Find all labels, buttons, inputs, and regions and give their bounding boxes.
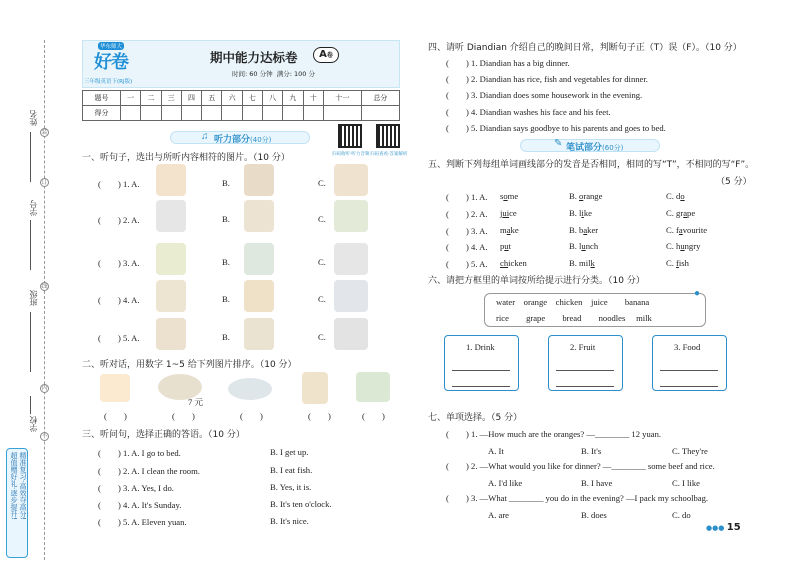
word-part: ke: [510, 225, 519, 235]
word-part: icken: [508, 258, 527, 268]
picture-option-icon[interactable]: [244, 318, 274, 350]
score-cell[interactable]: [242, 106, 262, 121]
word-box-row1: water orange chicken juice banana: [496, 297, 650, 307]
q5-option-b[interactable]: [569, 191, 602, 201]
q5-option-b[interactable]: [569, 225, 598, 235]
q3-option-b[interactable]: B. It's ten o'clock.: [270, 499, 332, 509]
time-info: 时间: 60 分钟: [232, 70, 273, 78]
word-option: [569, 208, 592, 218]
q5-option-c[interactable]: [666, 258, 689, 268]
q5-option-a[interactable]: [500, 258, 527, 268]
picture-option-icon[interactable]: [156, 280, 186, 312]
student-id-label: 学号: [29, 200, 38, 216]
name-label: 姓名: [29, 110, 38, 126]
writing-points: (60分): [602, 144, 624, 152]
word-option: [666, 241, 700, 251]
page-number-value: 15: [726, 522, 741, 533]
q5-item-number: ( ) 2. A.: [446, 209, 488, 219]
category-answer-line[interactable]: [556, 370, 614, 371]
score-cell[interactable]: [121, 106, 141, 121]
q5-option-c[interactable]: [666, 225, 707, 235]
score-cell[interactable]: [161, 106, 181, 121]
q6-heading: 六、请把方框里的单词按所给提示进行分类。（10 分）: [428, 276, 645, 286]
word-part: B. l: [569, 208, 582, 218]
q2-answer-blank[interactable]: ( ): [308, 411, 331, 421]
score-cell[interactable]: [303, 106, 323, 121]
word-option: [666, 191, 685, 201]
score-table: [82, 90, 400, 121]
q1-option-c: C.: [318, 214, 326, 224]
q5-option-b[interactable]: [569, 241, 598, 251]
word-part: B. l: [569, 241, 582, 251]
category-answer-line[interactable]: [452, 386, 510, 387]
word-underlined-part: f: [676, 258, 679, 268]
word-part: B. mil: [569, 258, 591, 268]
word-option: [569, 258, 595, 268]
score-table-header-cell: 十一: [323, 91, 361, 106]
word-part: C. gr: [666, 208, 684, 218]
word-part: B. b: [569, 225, 584, 235]
word-part: C.: [666, 258, 677, 268]
score-table-header-cell: 一: [121, 91, 141, 106]
logo-small-text: 华东师大: [100, 44, 123, 50]
badge-letter: A: [319, 49, 327, 60]
q1-option-c: C.: [318, 332, 326, 342]
score-table-header-cell: 七: [242, 91, 262, 106]
writing-banner-title: 笔试部分: [566, 143, 603, 153]
category-answer-line[interactable]: [556, 386, 614, 387]
score-cell[interactable]: [141, 106, 161, 121]
word-underlined-part: ch: [500, 258, 509, 268]
picture-option-icon[interactable]: [334, 164, 368, 196]
picture-option-icon[interactable]: [156, 243, 186, 275]
grade-label: 三年级英语下(RJ版): [84, 79, 133, 85]
picture-option-icon[interactable]: [244, 200, 274, 232]
picture-sandwich-icon: [100, 374, 130, 402]
word-option: [569, 191, 602, 201]
word-underlined-part: a: [678, 225, 683, 235]
qr-caption: 扫码查看·答案解析: [370, 152, 408, 157]
score-cell[interactable]: [323, 106, 361, 121]
q5-option-a[interactable]: [500, 225, 519, 235]
word-part: ish: [678, 258, 689, 268]
score-table-header-cell: 九: [283, 91, 303, 106]
page-title: 期中能力达标卷: [210, 50, 298, 65]
picture-boy-eating-icon: [302, 372, 328, 404]
q5-item-number: ( ) 3. A.: [446, 226, 488, 236]
q3-option-b[interactable]: B. Yes, it is.: [270, 482, 312, 492]
brand-logo: [86, 42, 140, 78]
logo-big-text: 好卷: [94, 52, 128, 73]
q3-heading: 三、听问句，选择正确的答语。（10 分）: [82, 430, 245, 440]
q7-option-b[interactable]: B. I have: [581, 478, 613, 488]
word-part: ce: [509, 208, 517, 218]
q3-option-b[interactable]: B. It's nice.: [270, 516, 309, 526]
score-table-header-cell: 八: [263, 91, 283, 106]
score-cell[interactable]: [361, 106, 399, 121]
exam-info: [232, 69, 315, 78]
q7-question-stem: ( ) 3. —What ________ you do in the evening? —I pack my schoolbag.: [446, 493, 709, 503]
q7-question-stem: ( ) 2. —What would you like for dinner? —________ some beef and rice.: [446, 461, 715, 471]
word-part: C. f: [666, 225, 679, 235]
planet-icon: ●: [694, 288, 701, 299]
writing-banner-label: [566, 140, 623, 153]
word-underlined-part: u: [680, 241, 685, 251]
slogan-text: 超值赠好礼·逐步提升!: [10, 452, 18, 521]
q7-heading: 七、单项选择。（5 分）: [428, 413, 523, 423]
word-option: [666, 208, 695, 218]
q5-heading: 五、判断下列每组单词画线部分的发音是否相同，相同的写“T”，不相同的写“F”。: [428, 160, 755, 170]
q1-item-number: ( ) 5. A.: [98, 333, 140, 343]
word-part: m: [500, 225, 507, 235]
word-option: [666, 258, 689, 268]
word-part: me: [507, 191, 519, 201]
q4-statement[interactable]: ( ) 5. Diandian says goodbye to his parents and goes to bed.: [446, 123, 666, 133]
word-part: pe: [687, 208, 696, 218]
word-option: [500, 258, 527, 268]
q3-option-a[interactable]: ( ) 3. A. Yes, I do.: [98, 483, 174, 493]
qr-caption: 扫码收听·听力音频: [332, 152, 370, 157]
q4-statement[interactable]: ( ) 4. Diandian washes his face and his feet.: [446, 107, 611, 117]
word-underlined-part: o: [680, 191, 685, 201]
q5-item-number: ( ) 1. A.: [446, 192, 488, 202]
q1-item-number: ( ) 3. A.: [98, 258, 140, 268]
word-underlined-part: u: [504, 241, 509, 251]
word-underlined-part: a: [506, 225, 511, 235]
qr-code-listening[interactable]: [338, 124, 362, 148]
picture-option-icon[interactable]: [156, 164, 186, 196]
score-table-header-row: [83, 91, 400, 106]
q7-option-a[interactable]: A. It: [488, 446, 504, 456]
q5-points: （5 分）: [716, 177, 752, 187]
badge-suffix: 卷: [326, 52, 333, 59]
word-part: s: [500, 191, 504, 201]
q5-item-number: ( ) 5. A.: [446, 259, 488, 269]
q1-heading: 一、听句子，选出与所听内容相符的图片。（10 分）: [82, 153, 290, 163]
q2-answer-blank[interactable]: ( ): [172, 411, 195, 421]
q4-heading: 四、请听 Diandian 介绍自己的晚间日常，判断句子正（T）误（F）。（10 分）: [428, 43, 742, 53]
score-cell[interactable]: [202, 106, 222, 121]
q3-option-a[interactable]: ( ) 2. A. I clean the room.: [98, 466, 200, 476]
pencil-icon: ✎: [554, 138, 563, 149]
word-part: vourite: [682, 225, 708, 235]
picture-option-icon[interactable]: [334, 318, 368, 350]
qr-code-answers[interactable]: [376, 124, 400, 148]
score-table-header-cell: 总分: [361, 91, 399, 106]
word-part: ker: [587, 225, 599, 235]
picture-option-icon[interactable]: [156, 318, 186, 350]
word-underlined-part: k: [590, 258, 595, 268]
q1-item-number: ( ) 2. A.: [98, 215, 140, 225]
score-table-header-cell: 二: [141, 91, 161, 106]
word-part: B.: [569, 191, 580, 201]
name-line: [30, 132, 31, 182]
q2-answer-blank[interactable]: ( ): [240, 411, 263, 421]
q5-option-b[interactable]: [569, 208, 592, 218]
category-answer-line[interactable]: [660, 386, 718, 387]
word-part: C. h: [666, 241, 681, 251]
word-part: range: [583, 191, 603, 201]
binding-circle: 线: [41, 283, 48, 290]
word-part: p: [500, 241, 505, 251]
word-underlined-part: a: [683, 208, 688, 218]
slogan-badge: [6, 448, 28, 558]
word-underlined-part: u: [581, 241, 586, 251]
school-label: 学校: [29, 416, 38, 432]
score-table-score-row: [83, 106, 400, 121]
score-table-header-cell: 十: [303, 91, 323, 106]
q2-answer-blank[interactable]: ( ): [104, 411, 127, 421]
q7-option-c[interactable]: C. do: [672, 510, 691, 520]
version-badge: [313, 47, 339, 63]
page-number: [706, 522, 741, 533]
q3-option-a[interactable]: ( ) 1. A. I go to bed.: [98, 448, 181, 458]
q1-option-b: B.: [222, 178, 230, 188]
q3-option-b[interactable]: B. I eat fish.: [270, 465, 313, 475]
q3-option-a[interactable]: ( ) 5. A. Eleven yuan.: [98, 517, 187, 527]
score-cell[interactable]: [181, 106, 201, 121]
score-table-header-cell: 题号: [83, 91, 121, 106]
q3-option-b[interactable]: B. I get up.: [270, 447, 309, 457]
word-part: C. d: [666, 191, 681, 201]
q5-option-a[interactable]: [500, 241, 511, 251]
word-underlined-part: i: [581, 208, 584, 218]
q1-item-number: ( ) 4. A.: [98, 295, 140, 305]
category-title: 1. Drink: [466, 342, 495, 352]
q1-option-b: B.: [222, 257, 230, 267]
picture-option-icon[interactable]: [244, 164, 274, 196]
score-info: 满分: 100 分: [276, 70, 315, 78]
word-option: [500, 191, 518, 201]
binding-circle: 订: [41, 179, 48, 186]
word-underlined-part: a: [583, 225, 588, 235]
word-underlined-part: ui: [502, 208, 510, 218]
word-part: j: [500, 208, 503, 218]
binding-circle: 内: [41, 385, 48, 392]
picture-option-icon[interactable]: [334, 243, 368, 275]
category-answer-line[interactable]: [660, 370, 718, 371]
picture-option-icon[interactable]: [156, 200, 186, 232]
price-label: 7 元: [188, 397, 204, 407]
headphone-icon: ♫: [201, 131, 209, 142]
score-table-header-cell: 四: [181, 91, 201, 106]
category-answer-line[interactable]: [452, 370, 510, 371]
score-table-header-cell: 五: [202, 91, 222, 106]
picture-option-icon[interactable]: [244, 243, 274, 275]
word-part: nch: [585, 241, 599, 251]
listening-banner-title: 听力部分: [214, 135, 251, 145]
q2-answer-blank[interactable]: ( ): [362, 411, 385, 421]
q1-option-c: C.: [318, 257, 326, 267]
q5-option-a[interactable]: [500, 208, 517, 218]
q1-option-c: C.: [318, 178, 326, 188]
binding-circle: 不: [41, 433, 48, 440]
picture-fish-icon: [228, 378, 272, 400]
q5-option-c[interactable]: [666, 208, 695, 218]
picture-option-icon[interactable]: [334, 200, 368, 232]
picture-option-icon[interactable]: [244, 280, 274, 312]
word-option: [500, 208, 517, 218]
listening-points: (40分): [250, 136, 272, 144]
q7-option-c[interactable]: C. I like: [672, 478, 700, 488]
word-part: ngry: [684, 241, 701, 251]
q7-question-stem: ( ) 1. —How much are the oranges? —________ 12 yuan.: [446, 429, 662, 439]
q5-option-a[interactable]: [500, 191, 518, 201]
word-option: [500, 241, 511, 251]
q1-option-b: B.: [222, 332, 230, 342]
word-underlined-part: o: [503, 191, 508, 201]
score-table-header-cell: 三: [161, 91, 181, 106]
q5-option-c[interactable]: [666, 191, 685, 201]
page-dots-icon: ●●●: [706, 524, 727, 532]
q7-option-a[interactable]: A. are: [488, 510, 509, 520]
q1-option-c: C.: [318, 294, 326, 304]
picture-vegetables-icon: [356, 372, 390, 402]
q7-option-a[interactable]: A. I'd like: [488, 478, 523, 488]
word-option: [500, 225, 519, 235]
binding-dashed-line: [44, 40, 45, 560]
class-label: 班级: [29, 290, 38, 306]
q4-statement[interactable]: ( ) 2. Diandian has rice, fish and vegetables for dinner.: [446, 74, 648, 84]
q5-option-b[interactable]: [569, 258, 595, 268]
word-option: [569, 241, 598, 251]
category-title: 2. Fruit: [570, 342, 596, 352]
word-part: ke: [583, 208, 592, 218]
score-table-header-cell: 六: [222, 91, 242, 106]
q4-statement[interactable]: ( ) 3. Diandian does some housework in the evening.: [446, 90, 643, 100]
category-title: 3. Food: [674, 342, 701, 352]
score-cell[interactable]: [283, 106, 303, 121]
q1-option-b: B.: [222, 214, 230, 224]
word-underlined-part: o: [579, 191, 584, 201]
q5-option-c[interactable]: [666, 241, 700, 251]
score-cell[interactable]: [263, 106, 283, 121]
slogan-text: 精准复习·高效夺高分!: [19, 452, 27, 521]
word-box-row2: rice grape bread noodles milk: [496, 313, 652, 323]
q7-option-b[interactable]: B. does: [581, 510, 607, 520]
q1-option-b: B.: [222, 294, 230, 304]
score-table-row-label: 得分: [83, 106, 121, 121]
binding-circle: 装: [41, 129, 48, 136]
q7-option-b[interactable]: B. It's: [581, 446, 602, 456]
word-option: [666, 225, 707, 235]
q7-option-c[interactable]: C. They're: [672, 446, 708, 456]
listening-banner-label: [214, 132, 271, 145]
student-id-line: [30, 220, 31, 270]
school-line: [30, 396, 31, 414]
q3-option-a[interactable]: ( ) 4. A. It's Sunday.: [98, 500, 182, 510]
q2-heading: 二、听对话，用数字 1~5 给下列图片排序。（10 分）: [82, 360, 297, 370]
word-option: [569, 225, 598, 235]
word-part: t: [508, 241, 511, 251]
picture-option-icon[interactable]: [334, 280, 368, 312]
class-line: [30, 312, 31, 372]
q4-statement[interactable]: ( ) 1. Diandian has a big dinner.: [446, 58, 570, 68]
score-cell[interactable]: [222, 106, 242, 121]
q1-item-number: ( ) 1. A.: [98, 179, 140, 189]
q5-item-number: ( ) 4. A.: [446, 242, 488, 252]
